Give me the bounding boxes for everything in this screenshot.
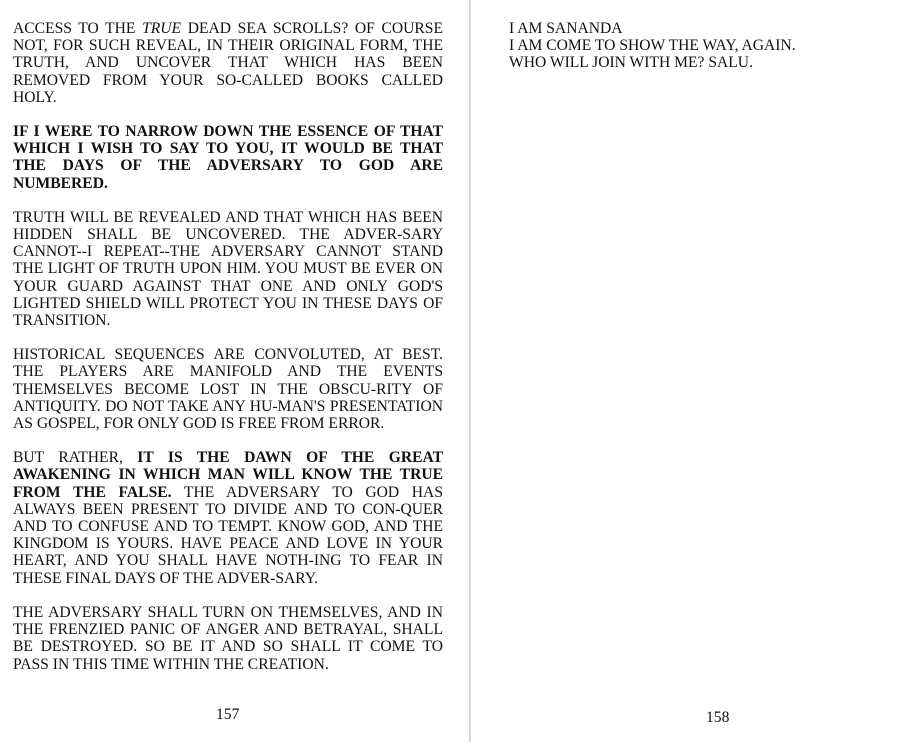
segment: IF I WERE TO NARROW DOWN THE ESSENCE OF THAT WHICH I WISH TO SAY TO YOU, IT WOULD BE THAT THE DAYS OF THE ADVERSARY TO GOD ARE NUMBERED.	[13, 123, 443, 192]
paragraph-essence	[13, 123, 443, 192]
left-page-text	[13, 20, 443, 690]
paragraph-dead-sea-scrolls	[13, 20, 443, 106]
paragraph-historical-sequences	[13, 346, 443, 432]
segment: THE ADVERSARY TO GOD HAS ALWAYS BEEN PRESENT TO DIVIDE AND TO CON-QUER AND TO CONFUSE AND TO TEMPT. KNOW GOD, AND THE KINGDOM IS YOURS. HAVE PEACE AND LOVE IN YOUR HEART, AND YOU SHALL HAVE NOTH-ING TO FEAR IN THESE FINAL DAYS OF THE ADVER-SARY.	[13, 483, 443, 587]
right-page-text	[509, 20, 889, 72]
paragraph-adversary-turn	[13, 604, 443, 673]
page-number-left: 157	[216, 706, 240, 723]
segment: ACCESS TO THE	[13, 20, 143, 37]
signature-line: I AM SANANDA	[509, 20, 623, 37]
segment: HISTORICAL SEQUENCES ARE CONVOLUTED, AT BEST. THE PLAYERS ARE MANIFOLD AND THE EVENTS THEMSELVES BECOME LOST IN THE OBSCU-RITY OF ANTIQUITY. DO NOT TAKE ANY HU-MAN'S PRESENTATION AS GOSPEL, FOR ONLY GOD IS FREE FROM ERROR.	[13, 346, 443, 433]
segment: DEAD SEA SCROLLS? OF COURSE NOT, FOR SUCH REVEAL, IN THEIR ORIGINAL FORM, THE TRUTH, AND UNCOVER THAT WHICH HAS BEEN REMOVED FROM YOUR SO-CALLED BOOKS CALLED HOLY.	[13, 20, 443, 106]
signature-line: I AM COME TO SHOW THE WAY, AGAIN.	[509, 37, 796, 55]
emphasis-true: TRUE	[142, 20, 182, 37]
right-page	[471, 0, 921, 742]
signature-line: WHO WILL JOIN WITH ME? SALU.	[509, 54, 753, 72]
paragraph-great-awakening	[13, 449, 443, 587]
segment: BUT RATHER,	[13, 449, 138, 467]
segment: THE ADVERSARY SHALL TURN ON THEMSELVES, AND IN THE FRENZIED PANIC OF ANGER AND BETRAYAL, SHALL BE DESTROYED. SO BE IT AND SO SHALL IT COME TO PASS IN THIS TIME WITHIN THE CREATION.	[13, 603, 443, 673]
emphasis-great-awakening: IT IS THE DAWN OF THE GREAT AWAKENING IN WHICH MAN WILL KNOW THE TRUE FROM THE FALSE.	[13, 449, 444, 501]
paragraph-truth-revealed	[13, 209, 443, 329]
page-number-right: 158	[706, 709, 730, 726]
segment: TRUTH WILL BE REVEALED AND THAT WHICH HAS BEEN HIDDEN SHALL BE UNCOVERED. THE ADVER-SARY CANNOT--I REPEAT--THE ADVERSARY CANNOT STAND THE LIGHT OF TRUTH UPON HIM. YOU MUST BE EVER ON YOUR GUARD AGAINST THAT ONE AND ONLY GOD'S LIGHTED SHIELD WILL PROTECT YOU IN THESE DAYS OF TRANSITION.	[13, 208, 443, 330]
